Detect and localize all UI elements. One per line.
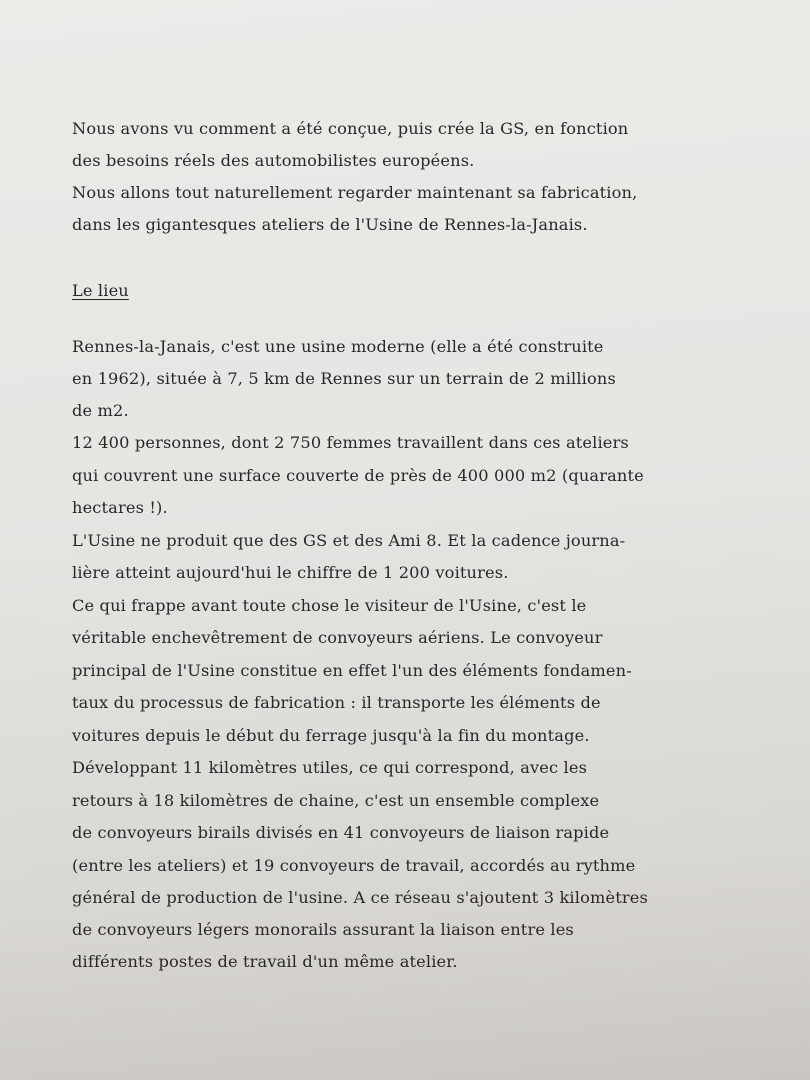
body-line: général de production de l'usine. A ce réseau s'ajoutent 3 kilomètres	[72, 888, 648, 907]
body-line: qui couvrent une surface couverte de près de 400 000 m2 (quarante	[72, 466, 644, 485]
body-line: différents postes de travail d'un même atelier.	[72, 952, 458, 971]
body-line: en 1962), située à 7, 5 km de Rennes sur un terrain de 2 millions	[72, 369, 616, 388]
body-line: de convoyeurs birails divisés en 41 convoyeurs de liaison rapide	[72, 823, 610, 842]
intro-line: Nous avons vu comment a été conçue, puis crée la GS, en fonction	[72, 119, 629, 138]
body-line: véritable enchevêtrement de convoyeurs aériens. Le convoyeur	[72, 628, 603, 647]
body-line: retours à 18 kilomètres de chaine, c'est un ensemble complexe	[72, 791, 600, 810]
intro-line: des besoins réels des automobilistes européens.	[72, 151, 475, 170]
body-line: Développant 11 kilomètres utiles, ce qui correspond, avec les	[72, 758, 588, 777]
body-line: (entre les ateliers) et 19 convoyeurs de travail, accordés au rythme	[72, 856, 636, 875]
body-line: voitures depuis le début du ferrage jusqu'à la fin du montage.	[72, 726, 590, 745]
body-line: 12 400 personnes, dont 2 750 femmes travaillent dans ces ateliers	[72, 433, 629, 452]
body-line: de convoyeurs légers monorails assurant la liaison entre les	[72, 920, 574, 939]
body-line: principal de l'Usine constitue en effet l'un des éléments fondamen-	[72, 661, 632, 680]
intro-line: Nous allons tout naturellement regarder maintenant sa fabrication,	[72, 183, 638, 202]
intro-line: dans les gigantesques ateliers de l'Usine de Rennes-la-Janais.	[72, 215, 588, 234]
body-line: lière atteint aujourd'hui le chiffre de 1 200 voitures.	[72, 563, 509, 582]
section-heading: Le lieu	[72, 281, 129, 300]
body-line: Ce qui frappe avant toute chose le visiteur de l'Usine, c'est le	[72, 596, 587, 615]
body-line: hectares !).	[72, 498, 168, 517]
body-line: L'Usine ne produit que des GS et des Ami 8. Et la cadence journa-	[72, 531, 626, 550]
body-line: taux du processus de fabrication : il transporte les éléments de	[72, 693, 601, 712]
body-line: de m2.	[72, 401, 129, 420]
body-line: Rennes-la-Janais, c'est une usine moderne (elle a été construite	[72, 337, 604, 356]
